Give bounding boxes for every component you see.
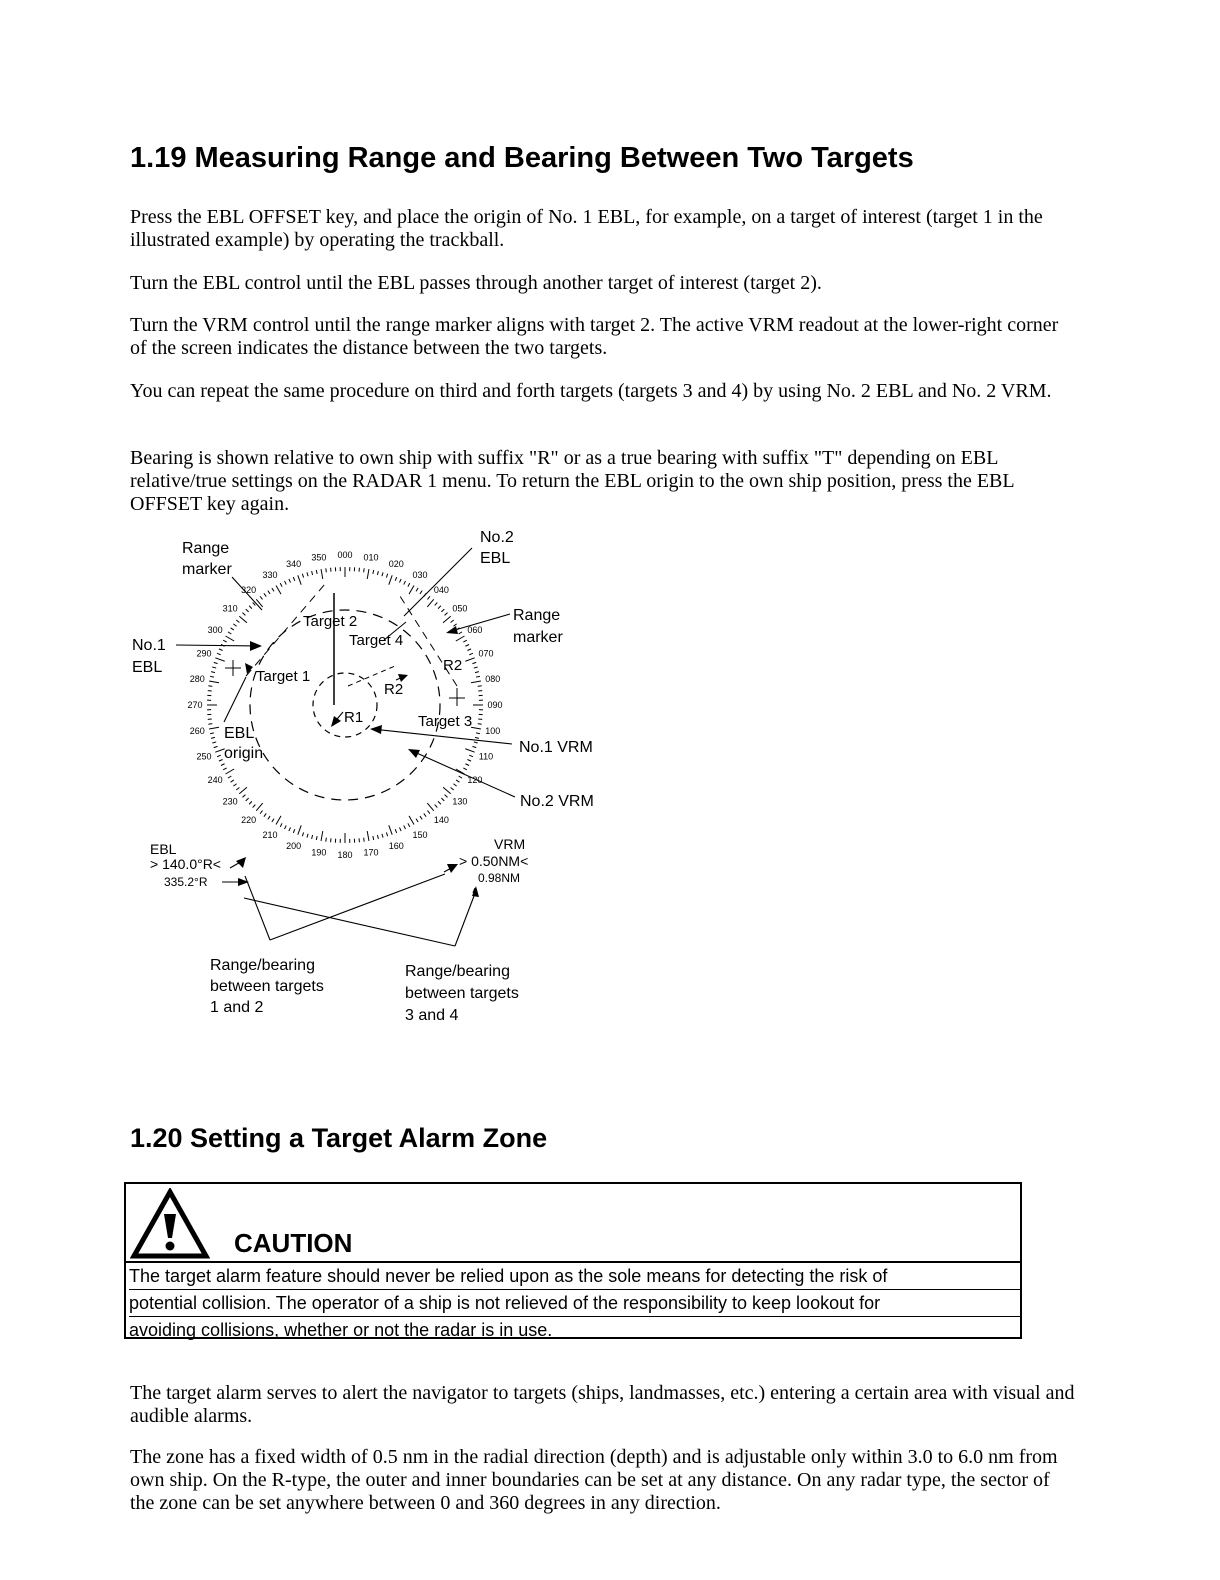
vrm-readout-line1: > 0.50NM<	[459, 853, 529, 869]
bearing-tick	[420, 816, 422, 819]
label-target2: Target 2	[303, 613, 358, 630]
label-target4: Target 4	[349, 632, 404, 649]
bearing-label: 200	[286, 840, 302, 851]
vrm-readout-line2: 0.98NM	[478, 871, 521, 885]
bearing-tick	[459, 632, 462, 634]
no2-vrm-ring	[313, 673, 377, 737]
caution-title: CAUTION	[234, 1228, 353, 1258]
bearing-tick	[441, 609, 444, 612]
bearing-tick	[272, 819, 274, 822]
bearing-tick	[420, 591, 422, 594]
label-no2-ebl-2: EBL	[480, 550, 511, 567]
bearing-tick	[367, 569, 369, 579]
bearing-tick	[465, 645, 469, 647]
bearing-tick	[293, 829, 294, 833]
bearing-tick	[476, 676, 480, 677]
label-r1: R1	[344, 709, 364, 726]
arrow-vrm-readout	[447, 864, 458, 873]
bearing-label: 310	[222, 603, 238, 614]
bearing-tick	[225, 636, 234, 641]
label-no2-vrm: No.2 VRM	[520, 793, 594, 810]
bearing-tick	[217, 755, 221, 756]
bearing-tick	[389, 575, 392, 584]
bearing-tick	[219, 760, 223, 762]
bearing-tick	[233, 784, 236, 786]
rb12-line1: Range/bearing	[210, 957, 315, 974]
bearing-tick	[211, 672, 215, 673]
caution-line: potential collision. The operator of a ship is not relieved of the responsibility to keep lookout for	[129, 1290, 1020, 1317]
arrow-no2-vrm	[408, 749, 420, 758]
bearing-tick	[400, 579, 402, 583]
radar-diagram-svg	[0, 520, 1220, 1040]
bearing-label: 330	[262, 570, 278, 581]
bearing-tick	[445, 613, 448, 616]
bearing-tick	[212, 667, 216, 668]
bearing-tick	[474, 742, 478, 743]
no1-ebl-line	[246, 584, 325, 676]
arrow-no1-ebl	[250, 641, 262, 651]
bearing-tick	[302, 832, 303, 836]
bearing-label: 340	[286, 559, 302, 570]
bearing-label: 270	[187, 700, 203, 710]
bearing-label: 040	[433, 585, 449, 596]
bearing-tick	[469, 653, 473, 654]
bearing-tick	[210, 733, 214, 734]
label-no1-ebl-1: No.1	[132, 637, 166, 654]
bearing-tick	[456, 636, 465, 641]
label-no1-ebl-2: EBL	[132, 659, 163, 676]
bearing-label: 100	[485, 726, 501, 737]
arrow-no1-vrm	[370, 725, 382, 734]
bearing-label: 190	[311, 847, 327, 858]
bearing-label: 030	[412, 570, 428, 581]
bearing-tick	[312, 835, 313, 839]
label-ebl-origin-2: origin	[224, 745, 264, 762]
bearing-tick	[478, 686, 482, 687]
bearing-tick	[280, 823, 282, 827]
callout-12-a	[245, 876, 270, 940]
bearing-tick	[438, 801, 441, 804]
bearing-tick	[268, 816, 270, 819]
bearing-tick	[215, 658, 224, 661]
bearing-tick	[408, 583, 410, 587]
bearing-label: 020	[388, 559, 404, 570]
ebl-readout-title: EBL	[150, 841, 177, 857]
bearing-tick	[377, 835, 378, 839]
bearing-tick	[463, 640, 467, 642]
bearing-tick	[228, 632, 231, 634]
bearing-label: 000	[337, 550, 353, 560]
bearing-tick	[239, 616, 247, 622]
bearing-label: 350	[311, 552, 327, 563]
bearing-tick	[276, 585, 281, 594]
bearing-tick	[210, 676, 214, 677]
bearing-tick	[236, 620, 239, 622]
bearing-label: 180	[337, 850, 353, 860]
bearing-tick	[285, 825, 287, 829]
bearing-tick	[214, 746, 218, 747]
bearing-tick	[451, 620, 454, 622]
bearing-tick	[373, 836, 374, 840]
bearing-tick	[307, 834, 308, 838]
bearing-tick	[386, 832, 387, 836]
callout-12-b	[270, 874, 445, 940]
label-range-marker-left-2: marker	[182, 561, 232, 578]
bearing-tick	[219, 649, 223, 651]
bearing-tick	[416, 588, 418, 591]
bearing-tick	[395, 577, 396, 581]
section-title-1-19: 1.19 Measuring Range and Bearing Between Two Targets	[130, 142, 914, 174]
bearing-tick	[256, 803, 262, 811]
bearing-tick	[409, 585, 414, 594]
bearing-tick	[231, 780, 234, 782]
bearing-tick	[471, 727, 481, 729]
caution-line: The target alarm feature should never be relied upon as the sole means for detecting the risk of	[129, 1263, 1020, 1290]
arrow-r1	[331, 716, 341, 727]
ebl-readout-line1: > 140.0°R<	[150, 856, 221, 872]
bearing-tick	[465, 749, 474, 752]
bearing-tick	[404, 825, 406, 829]
bearing-tick	[249, 801, 252, 804]
bearing-tick	[214, 662, 218, 663]
bearing-tick	[424, 813, 426, 816]
bearing-tick	[246, 609, 249, 612]
bearing-tick	[427, 811, 429, 814]
label-range-marker-left-1: Range	[182, 540, 230, 557]
bearing-tick	[373, 570, 374, 574]
arrow-range-marker-right	[446, 626, 458, 634]
leader-no1-ebl	[176, 645, 260, 646]
bearing-tick	[416, 819, 418, 822]
rb34-line2: between targets	[405, 985, 519, 1002]
bearing-tick	[443, 616, 451, 622]
bearing-tick	[233, 624, 236, 626]
bearing-label: 050	[452, 603, 468, 614]
bearing-tick	[223, 640, 227, 642]
arrow-ebl-readout	[238, 878, 249, 886]
bearing-label: 280	[189, 673, 205, 684]
bearing-label: 160	[388, 840, 404, 851]
bearing-tick	[472, 662, 476, 663]
bearing-tick	[474, 667, 478, 668]
paragraph-bearing-suffix: Bearing is shown relative to own ship with suffix "R" or as a true bearing with suffix "T" depending on EBL relative/true settings on the RADAR 1 menu. To return the EBL origin to the own ship position, press the EBL OFFSET key again.	[130, 447, 1014, 515]
bearing-scale	[207, 567, 483, 843]
bearing-label: 150	[412, 829, 428, 840]
bearing-tick	[208, 724, 212, 725]
bearing-tick	[260, 811, 262, 814]
bearing-tick	[298, 575, 301, 584]
bearing-tick	[228, 776, 231, 778]
bearing-tick	[367, 831, 369, 841]
bearing-tick	[443, 787, 451, 793]
bearing-tick	[298, 825, 301, 834]
bearing-tick	[463, 768, 467, 770]
paragraph-repeat-procedure: You can repeat the same procedure on third and forth targets (targets 3 and 4) by using No. 2 EBL and No. 2 VRM.	[130, 380, 1052, 402]
bearing-label: 120	[467, 775, 483, 785]
ebl-readout-line2: 335.2°R	[164, 875, 208, 889]
bearing-tick	[427, 596, 429, 599]
bearing-tick	[326, 838, 327, 842]
bearing-tick	[242, 613, 245, 616]
bearing-tick	[467, 760, 471, 762]
bearing-tick	[260, 596, 262, 599]
bearing-tick	[285, 581, 287, 585]
bearing-label: 130	[452, 796, 468, 807]
bearing-tick	[471, 681, 481, 683]
bearing-tick	[212, 742, 216, 743]
bearing-label: 070	[478, 648, 494, 659]
caution-text	[126, 1261, 1020, 1343]
bearing-tick	[382, 572, 383, 576]
caution-box	[124, 1182, 1022, 1339]
bearing-tick	[438, 606, 441, 609]
bearing-label: 010	[363, 552, 379, 563]
bearing-tick	[441, 798, 444, 801]
bearing-tick	[302, 574, 303, 578]
bearing-tick	[249, 606, 252, 609]
bearing-tick	[208, 686, 212, 687]
bearing-tick	[475, 672, 479, 673]
bearing-tick	[221, 764, 225, 766]
bearing-tick	[386, 574, 387, 578]
bearing-tick	[307, 572, 308, 576]
paragraph-zone-width: The zone has a fixed width of 0.5 nm in the radial direction (depth) and is adjustable only within 3.0 to 6.0 nm from own ship. On the R-type, the outer and inner boundaries can be set at any distance. On any radar type, the sector of the zone can be set anywhere between 0 and 360 degrees in any direction.	[130, 1446, 1058, 1514]
bearing-tick	[465, 764, 469, 766]
bearing-tick	[209, 727, 219, 729]
label-range-marker-right-2: marker	[513, 629, 563, 646]
bearing-tick	[211, 737, 215, 738]
bearing-tick	[467, 649, 471, 651]
bearing-tick	[225, 769, 234, 774]
bearing-tick	[321, 831, 323, 841]
bearing-tick	[427, 803, 433, 811]
label-r2-outer: R2	[443, 657, 463, 674]
bearing-label: 210	[262, 829, 278, 840]
bearing-tick	[236, 787, 239, 789]
bearing-tick	[289, 579, 291, 583]
bearing-tick	[316, 570, 317, 574]
bearing-tick	[316, 836, 317, 840]
caution-line: avoiding collisions, whether or not the radar is in use.	[129, 1320, 553, 1340]
label-r2-inner: R2	[384, 681, 404, 698]
bearing-tick	[382, 834, 383, 838]
bearing-tick	[264, 813, 266, 816]
bearing-tick	[435, 805, 438, 808]
bearing-tick	[465, 658, 474, 661]
bearing-tick	[231, 628, 234, 630]
bearing-tick	[264, 593, 266, 596]
rb12-line3: 1 and 2	[210, 999, 264, 1016]
bearing-tick	[459, 776, 462, 778]
label-ebl-origin-1: EBL	[224, 725, 255, 742]
bearing-label: 080	[485, 673, 501, 684]
paragraph-ebl-control: Turn the EBL control until the EBL passes through another target of interest (target 2).	[130, 272, 822, 294]
bearing-tick	[453, 624, 456, 626]
bearing-tick	[276, 816, 281, 825]
bearing-tick	[256, 599, 262, 607]
bearing-tick	[404, 581, 406, 585]
bearing-label: 320	[241, 585, 257, 596]
bearing-tick	[364, 568, 365, 572]
paragraph-target-alarm: The target alarm serves to alert the navigator to targets (ships, landmasses, etc.) entering a certain area with visual and audible alarms.	[130, 1382, 1075, 1427]
bearing-tick	[246, 798, 249, 801]
label-no1-vrm: No.1 VRM	[519, 739, 593, 756]
bearing-tick	[445, 795, 448, 798]
bearing-tick	[472, 746, 476, 747]
bearing-tick	[453, 784, 456, 786]
radar-diagram	[0, 520, 1220, 1040]
callout-34-a	[244, 898, 455, 946]
label-range-marker-right-1: Range	[513, 607, 561, 624]
paragraph-vrm-control: Turn the VRM control until the range marker aligns with target 2. The active VRM readout at the lower-right corner of the screen indicates the distance between the two targets.	[130, 314, 1059, 359]
bearing-tick	[364, 838, 365, 842]
bearing-tick	[242, 795, 245, 798]
paragraph-ebl-offset: Press the EBL OFFSET key, and place the origin of No. 1 EBL, for example, on a target of interest (target 1 in the illustrated example) by operating the trackball.	[130, 206, 1043, 251]
bearing-tick	[435, 602, 438, 605]
bearing-tick	[395, 829, 396, 833]
bearing-label: 250	[196, 751, 212, 762]
bearing-tick	[321, 569, 323, 579]
bearing-label: 300	[207, 625, 223, 635]
bearing-scale-labels	[187, 550, 502, 860]
bearing-tick	[400, 827, 402, 831]
bearing-label: 220	[241, 814, 257, 825]
bearing-tick	[289, 827, 291, 831]
bearing-tick	[478, 724, 482, 725]
rb34-line3: 3 and 4	[405, 1007, 459, 1024]
bearing-tick	[239, 787, 247, 793]
bearing-label: 240	[207, 775, 223, 785]
bearing-tick	[427, 599, 433, 607]
bearing-tick	[469, 755, 473, 756]
bearing-tick	[326, 568, 327, 572]
rb12-line2: between targets	[210, 978, 324, 995]
bearing-tick	[272, 588, 274, 591]
bearing-label: 140	[433, 814, 449, 825]
label-target1: Target 1	[256, 668, 311, 685]
label-no2-ebl-1: No.2	[480, 529, 514, 546]
bearing-label: 170	[363, 847, 379, 858]
arrow-ebl-readout-2	[236, 857, 246, 868]
bearing-label: 110	[478, 751, 494, 762]
rb34-line1: Range/bearing	[405, 963, 510, 980]
bearing-tick	[476, 733, 480, 734]
bearing-label: 290	[196, 648, 212, 659]
callout-34-b	[455, 896, 474, 946]
bearing-tick	[223, 768, 227, 770]
bearing-tick	[377, 571, 378, 575]
vrm-readout-title: VRM	[494, 836, 526, 852]
bearing-tick	[451, 787, 454, 789]
bearing-label: 230	[222, 796, 238, 807]
bearing-label: 090	[487, 700, 503, 710]
leader-no2-vrm	[410, 750, 515, 797]
label-target3: Target 3	[418, 713, 473, 730]
section-title-1-20: 1.20 Setting a Target Alarm Zone	[130, 1123, 548, 1153]
bearing-tick	[409, 816, 414, 825]
bearing-tick	[312, 571, 313, 575]
warning-triangle-icon	[130, 1188, 210, 1260]
bearing-tick	[389, 825, 392, 834]
bearing-label: 060	[467, 625, 483, 635]
bearing-label: 260	[189, 726, 205, 737]
bearing-tick	[209, 681, 219, 683]
leader-ebl-origin	[224, 677, 246, 722]
bearing-tick	[280, 583, 282, 587]
bearing-tick	[217, 653, 221, 654]
bearing-tick	[293, 577, 294, 581]
bearing-tick	[268, 591, 270, 594]
bearing-tick	[475, 737, 479, 738]
bearing-tick	[456, 780, 459, 782]
bearing-tick	[253, 805, 256, 808]
bearing-tick	[408, 823, 410, 827]
